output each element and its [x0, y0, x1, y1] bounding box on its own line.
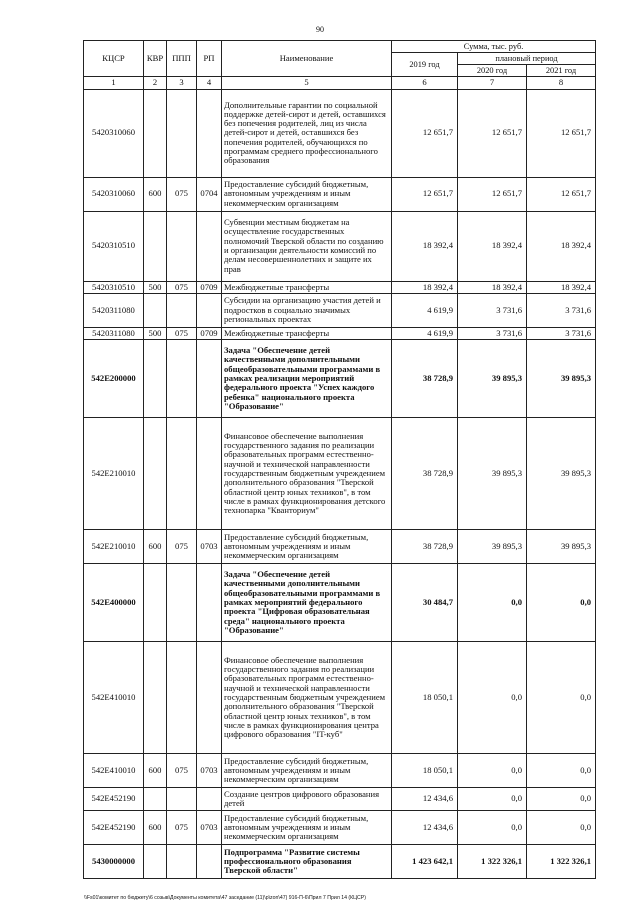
- table-row: [84, 89, 596, 177]
- cell-kvr: [144, 293, 167, 327]
- cell-rp: 0709: [197, 281, 222, 293]
- cell-amount-2020: 12 651,7: [458, 177, 527, 211]
- cell-amount-2020: 18 392,4: [458, 281, 527, 293]
- cell-kcsr: 5420311080: [84, 293, 144, 327]
- cell-amount-2021: 18 392,4: [527, 281, 596, 293]
- cell-amount-2020: 0,0: [458, 564, 527, 642]
- cell-kcsr: 542E210010: [84, 418, 144, 530]
- cell-amount-2020: 0,0: [458, 788, 527, 811]
- cell-amount-2020: 3 731,6: [458, 327, 527, 339]
- cell-rp: 0703: [197, 754, 222, 788]
- cell-amount-2020: 39 895,3: [458, 530, 527, 564]
- cell-amount-2019: 12 434,6: [392, 788, 458, 811]
- cell-rp: [197, 340, 222, 418]
- cell-name: Предоставление субсидий бюджетным, автономным учреждениям и иным некоммерческим организациям: [222, 177, 392, 211]
- cell-ppp: [167, 788, 197, 811]
- col-header-2019: 2019 год: [392, 53, 458, 77]
- cell-amount-2020: 3 731,6: [458, 293, 527, 327]
- cell-amount-2019: 30 484,7: [392, 564, 458, 642]
- cell-rp: 0703: [197, 811, 222, 845]
- cell-name: Предоставление субсидий бюджетным, автономным учреждениям и иным некоммерческим организациям: [222, 530, 392, 564]
- cell-amount-2019: 12 651,7: [392, 177, 458, 211]
- cell-ppp: [167, 211, 197, 281]
- col-header-planned-period: плановый период: [458, 53, 596, 65]
- cell-kcsr: 5420310510: [84, 211, 144, 281]
- cell-amount-2020: 39 895,3: [458, 340, 527, 418]
- cell-ppp: 075: [167, 530, 197, 564]
- cell-kvr: [144, 89, 167, 177]
- cell-rp: [197, 642, 222, 754]
- cell-amount-2019: 38 728,9: [392, 530, 458, 564]
- cell-kcsr: 5420310060: [84, 177, 144, 211]
- cell-name: Субсидии на организацию участия детей и подростков в социально значимых региональных проектах: [222, 293, 392, 327]
- cell-amount-2019: 38 728,9: [392, 340, 458, 418]
- cell-kvr: [144, 845, 167, 879]
- cell-rp: 0704: [197, 177, 222, 211]
- cell-amount-2021: 0,0: [527, 811, 596, 845]
- cell-amount-2021: 3 731,6: [527, 327, 596, 339]
- cell-rp: [197, 211, 222, 281]
- cell-name: Предоставление субсидий бюджетным, автономным учреждениям и иным некоммерческим организациям: [222, 811, 392, 845]
- cell-name: Задача "Обеспечение детей качественными дополнительными общеобразовательными программами в рамках мероприятий федерального проекта "Цифровая образовательная среда" национального проекта "Образование": [222, 564, 392, 642]
- cell-kcsr: 542E452190: [84, 788, 144, 811]
- cell-amount-2019: 4 619,9: [392, 327, 458, 339]
- cell-amount-2021: 12 651,7: [527, 89, 596, 177]
- cell-ppp: [167, 845, 197, 879]
- cell-kvr: [144, 788, 167, 811]
- cell-amount-2019: 38 728,9: [392, 418, 458, 530]
- table-row: [84, 211, 596, 281]
- cell-amount-2021: 0,0: [527, 564, 596, 642]
- cell-name: Подпрограмма "Развитие системы профессионального образования Тверской области": [222, 845, 392, 879]
- cell-kcsr: 542E400000: [84, 564, 144, 642]
- table-row-task: [84, 340, 596, 418]
- cell-kvr: 600: [144, 811, 167, 845]
- cell-amount-2021: 0,0: [527, 754, 596, 788]
- cell-name: Создание центров цифрового образования детей: [222, 788, 392, 811]
- cell-rp: [197, 564, 222, 642]
- cell-kvr: 600: [144, 177, 167, 211]
- cell-kvr: 600: [144, 754, 167, 788]
- cell-amount-2019: 1 423 642,1: [392, 845, 458, 879]
- cell-kvr: [144, 564, 167, 642]
- cell-name: Финансовое обеспечение выполнения государственного задания по реализации образовательных программ естественно-научной и технической направленности государственным бюджетным учреждением дополнительного образования "Тверской областной центр юных техников", в том числе в рамках функционирования центра цифрового образования "IT-куб": [222, 642, 392, 754]
- cell-amount-2020: 39 895,3: [458, 418, 527, 530]
- cell-kcsr: 5420311080: [84, 327, 144, 339]
- table-row: [84, 754, 596, 788]
- cell-amount-2021: 0,0: [527, 642, 596, 754]
- table-row: [84, 788, 596, 811]
- table-row: [84, 293, 596, 327]
- table-row: [84, 530, 596, 564]
- cell-amount-2020: 1 322 326,1: [458, 845, 527, 879]
- cell-amount-2021: 18 392,4: [527, 211, 596, 281]
- cell-amount-2020: 0,0: [458, 811, 527, 845]
- cell-kvr: 500: [144, 327, 167, 339]
- col-number: 3: [167, 77, 197, 89]
- col-header-2021: 2021 год: [527, 65, 596, 77]
- cell-amount-2019: 18 050,1: [392, 642, 458, 754]
- table-row-task: [84, 845, 596, 879]
- cell-ppp: 075: [167, 281, 197, 293]
- cell-ppp: [167, 293, 197, 327]
- cell-rp: [197, 845, 222, 879]
- cell-kvr: [144, 642, 167, 754]
- cell-kvr: [144, 418, 167, 530]
- col-number: 2: [144, 77, 167, 89]
- cell-ppp: [167, 642, 197, 754]
- col-header-ppp: ППП: [167, 41, 197, 77]
- table-row: [84, 811, 596, 845]
- cell-amount-2020: 0,0: [458, 642, 527, 754]
- cell-kcsr: 542E200000: [84, 340, 144, 418]
- cell-ppp: [167, 340, 197, 418]
- cell-kvr: 600: [144, 530, 167, 564]
- cell-ppp: 075: [167, 177, 197, 211]
- cell-amount-2021: 39 895,3: [527, 340, 596, 418]
- cell-kcsr: 542E452190: [84, 811, 144, 845]
- cell-kcsr: 5420310510: [84, 281, 144, 293]
- cell-amount-2021: 39 895,3: [527, 418, 596, 530]
- cell-rp: 0709: [197, 327, 222, 339]
- table-row: [84, 418, 596, 530]
- cell-amount-2019: 12 434,6: [392, 811, 458, 845]
- col-number: 1: [84, 77, 144, 89]
- cell-amount-2021: 12 651,7: [527, 177, 596, 211]
- cell-name: Межбюджетные трансферты: [222, 281, 392, 293]
- cell-ppp: [167, 89, 197, 177]
- col-header-kcsr: КЦСР: [84, 41, 144, 77]
- cell-name: Межбюджетные трансферты: [222, 327, 392, 339]
- cell-rp: 0703: [197, 530, 222, 564]
- cell-kcsr: 542E410010: [84, 642, 144, 754]
- cell-name: Задача "Обеспечение детей качественными дополнительными общеобразовательными программами в рамках реализации мероприятий федерального проекта "Успех каждого ребенка" национального проекта "Образование": [222, 340, 392, 418]
- table-row-task: [84, 564, 596, 642]
- cell-name: Финансовое обеспечение выполнения государственного задания по реализации образовательных программ естественно-научной и технической направленности государственным бюджетным учреждением дополнительного образования "Тверской областной центр юных техников", в том числе в рамках функционирования детского технопарка "Кванториум": [222, 418, 392, 530]
- col-number: 8: [527, 77, 596, 89]
- col-header-2020: 2020 год: [458, 65, 527, 77]
- cell-name: Субвенции местным бюджетам на осуществление государственных полномочий Тверской области по созданию и организации деятельности комиссий по делам несовершеннолетних и защите их прав: [222, 211, 392, 281]
- cell-amount-2019: 18 392,4: [392, 211, 458, 281]
- cell-rp: [197, 418, 222, 530]
- cell-amount-2021: 3 731,6: [527, 293, 596, 327]
- cell-rp: [197, 788, 222, 811]
- cell-kcsr: 5420310060: [84, 89, 144, 177]
- cell-ppp: [167, 418, 197, 530]
- table-row: [84, 177, 596, 211]
- col-header-name: Наименование: [222, 41, 392, 77]
- col-number: 6: [392, 77, 458, 89]
- col-number: 4: [197, 77, 222, 89]
- cell-amount-2019: 18 392,4: [392, 281, 458, 293]
- cell-amount-2019: 4 619,9: [392, 293, 458, 327]
- col-number: 5: [222, 77, 392, 89]
- cell-amount-2020: 0,0: [458, 754, 527, 788]
- cell-ppp: 075: [167, 754, 197, 788]
- cell-amount-2021: 39 895,3: [527, 530, 596, 564]
- cell-rp: [197, 89, 222, 177]
- cell-ppp: [167, 564, 197, 642]
- footer-file-path: \\Fs01\комитет по бюджету\6 созыв\Документы комитета\47 заседание (11)\p\zon\47) 916-П-6\Прил 7 Прил 14 (КЦСР): [84, 895, 366, 901]
- table-row: [84, 327, 596, 339]
- cell-amount-2019: 18 050,1: [392, 754, 458, 788]
- cell-kcsr: 542E410010: [84, 754, 144, 788]
- cell-kvr: 500: [144, 281, 167, 293]
- cell-amount-2020: 18 392,4: [458, 211, 527, 281]
- cell-kcsr: 5430000000: [84, 845, 144, 879]
- col-header-rp: РП: [197, 41, 222, 77]
- numbering-row: [84, 77, 596, 89]
- table-body: [84, 89, 596, 879]
- cell-amount-2019: 12 651,7: [392, 89, 458, 177]
- table-row: [84, 281, 596, 293]
- col-header-kvr: КВР: [144, 41, 167, 77]
- cell-rp: [197, 293, 222, 327]
- col-number: 7: [458, 77, 527, 89]
- cell-name: Дополнительные гарантии по социальной поддержке детей-сирот и детей, оставшихся без попечения родителей, лиц из числа детей-сирот и детей, оставшихся без попечения родителей, обучающихся по программам среднего профессионального образования: [222, 89, 392, 177]
- cell-amount-2021: 0,0: [527, 788, 596, 811]
- table-row: [84, 642, 596, 754]
- cell-kvr: [144, 340, 167, 418]
- cell-amount-2020: 12 651,7: [458, 89, 527, 177]
- budget-table: [83, 40, 596, 879]
- col-header-sum: Сумма, тыс. руб.: [392, 41, 596, 53]
- cell-kvr: [144, 211, 167, 281]
- page-number: 90: [316, 25, 324, 34]
- cell-kcsr: 542E210010: [84, 530, 144, 564]
- cell-amount-2021: 1 322 326,1: [527, 845, 596, 879]
- cell-name: Предоставление субсидий бюджетным, автономным учреждениям и иным некоммерческим организациям: [222, 754, 392, 788]
- cell-ppp: 075: [167, 811, 197, 845]
- cell-ppp: 075: [167, 327, 197, 339]
